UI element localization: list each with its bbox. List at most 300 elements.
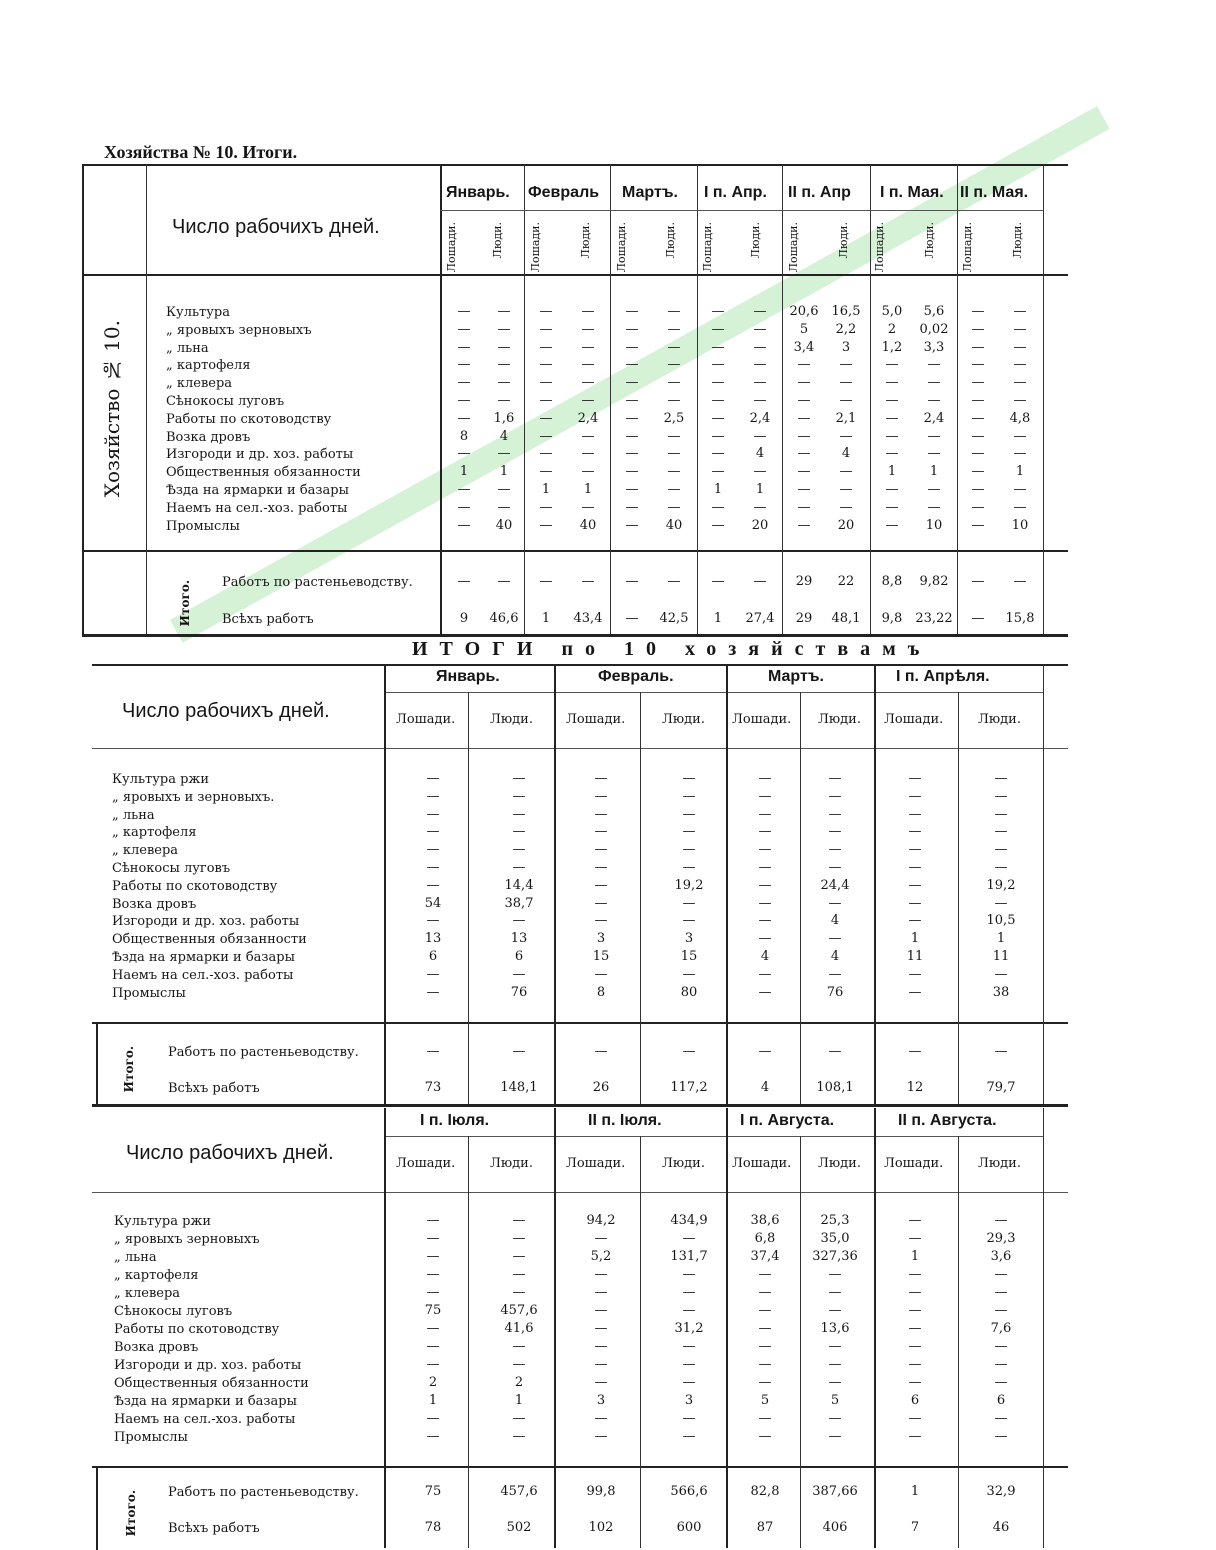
- table-cell: —: [457, 574, 471, 589]
- table-cell: 1: [541, 482, 551, 497]
- table-cell: —: [426, 913, 440, 929]
- table-cell: —: [457, 321, 471, 337]
- month-header: I п. Августа.: [740, 1112, 835, 1129]
- table-cell: —: [711, 339, 725, 355]
- rule: [92, 1192, 1068, 1193]
- table-cell: 5: [760, 1393, 770, 1408]
- table-cell: —: [594, 1044, 608, 1059]
- table-cell: —: [828, 842, 842, 858]
- table-cell: 6: [428, 949, 438, 964]
- table-cell: —: [682, 771, 696, 786]
- table-cell: —: [908, 1375, 922, 1390]
- table-cell: —: [758, 1429, 772, 1444]
- table-cell: 6: [910, 1393, 920, 1408]
- table-cell: —: [539, 517, 553, 533]
- row-labels: [114, 1213, 309, 1447]
- table-cell: 5: [799, 321, 809, 337]
- sub-header-people: Люди.: [837, 222, 850, 259]
- table-cell: —: [497, 482, 511, 497]
- table-cell: —: [797, 410, 811, 426]
- table-cell: 7,6: [990, 1321, 1012, 1336]
- table-cell: 75: [424, 1303, 442, 1318]
- table-cell: —: [594, 1267, 608, 1282]
- table-cell: —: [594, 1357, 608, 1372]
- table-cell: —: [971, 339, 985, 355]
- table-cell: —: [581, 446, 595, 462]
- table-cell: 54: [424, 895, 442, 911]
- month-header: Январь.: [436, 668, 500, 685]
- table-cell: 41,6: [504, 1321, 534, 1336]
- table-cell: —: [594, 1411, 608, 1426]
- rule: [440, 164, 442, 634]
- row-label: Общественныя обязанности: [166, 465, 361, 481]
- table-cell: —: [594, 806, 608, 822]
- table-cell: —: [667, 464, 681, 480]
- table-cell: 11: [906, 949, 924, 964]
- table-cell: —: [797, 393, 811, 408]
- total-row-label: Работъ по растеньеводству.: [222, 575, 413, 590]
- table-cell: —: [758, 771, 772, 786]
- sub-header-horses: Лошади.: [961, 222, 974, 273]
- table-cell: —: [994, 806, 1008, 822]
- sub-header-horses: Лошади.: [873, 222, 886, 273]
- table-cell: —: [457, 410, 471, 426]
- table-cell: 8: [459, 428, 469, 444]
- table-cell: —: [758, 984, 772, 1000]
- table-cell: 10,5: [986, 913, 1016, 929]
- table-cell: —: [667, 574, 681, 589]
- sub-header-people: Люди.: [664, 222, 677, 259]
- table-cell: —: [539, 410, 553, 426]
- sub-header-horses: Лошади.: [615, 222, 628, 273]
- table-cell: 9,82: [919, 574, 949, 589]
- table-cell: 7: [910, 1520, 920, 1535]
- table-cell: 117,2: [670, 1080, 708, 1095]
- table-cell: 29,3: [986, 1231, 1016, 1246]
- table-cell: —: [828, 1303, 842, 1318]
- table-cell: —: [971, 499, 985, 515]
- table-cell: —: [908, 966, 922, 982]
- rule: [82, 634, 1068, 637]
- table-cell: —: [994, 1267, 1008, 1282]
- sub-header-people: Люди.: [818, 1156, 861, 1171]
- table-cell: —: [908, 913, 922, 929]
- total-row-label: Всѣхъ работъ: [222, 612, 314, 627]
- row-label: Ѣзда на ярмарки и базары: [112, 949, 295, 965]
- month-header: I п. Апрѣля.: [896, 668, 990, 685]
- table-cell: —: [971, 357, 985, 373]
- table-cell: 1,6: [493, 410, 515, 426]
- rule: [92, 664, 1068, 666]
- rule: [468, 1136, 469, 1548]
- table-cell: —: [512, 1411, 526, 1426]
- table-cell: —: [908, 1303, 922, 1318]
- table-cell: —: [828, 788, 842, 804]
- table-cell: —: [797, 428, 811, 444]
- table-cell: 108,1: [816, 1080, 854, 1095]
- table-cell: —: [971, 321, 985, 337]
- table-cell: —: [711, 393, 725, 408]
- rule: [468, 692, 469, 1104]
- table-cell: 4,8: [1009, 410, 1031, 426]
- table-cell: —: [512, 860, 526, 875]
- table-cell: 4: [841, 446, 851, 462]
- table-cell: —: [711, 428, 725, 444]
- table-cell: —: [927, 375, 941, 391]
- row-label: Культура ржи: [112, 772, 210, 787]
- row-label: „ картофеля: [166, 358, 251, 374]
- table-cell: —: [758, 877, 772, 893]
- table-cell: 1: [583, 482, 593, 497]
- rule: [92, 1466, 1068, 1468]
- table-cell: —: [625, 446, 639, 462]
- table-cell: —: [667, 428, 681, 444]
- table-cell: —: [497, 499, 511, 515]
- table-cell: 14,4: [504, 877, 534, 893]
- table-cell: —: [758, 806, 772, 822]
- table-cell: —: [927, 446, 941, 462]
- rule: [958, 1136, 959, 1548]
- table-cell: 80: [680, 984, 698, 1000]
- row-label: „ яровыхъ зерновыхъ: [166, 322, 312, 338]
- table-cell: —: [753, 464, 767, 480]
- table-cell: —: [625, 339, 639, 355]
- table-cell: —: [758, 860, 772, 875]
- table-cell: —: [457, 304, 471, 319]
- table-cell: —: [539, 375, 553, 391]
- table-cell: —: [667, 304, 681, 319]
- table-cell: 10: [1011, 517, 1029, 533]
- table-cell: —: [908, 860, 922, 875]
- table-cell: —: [971, 611, 985, 626]
- table-cell: 9,8: [881, 611, 903, 626]
- row-label: Возка дровъ: [114, 1340, 199, 1355]
- table-cell: —: [426, 1231, 440, 1246]
- row-label: Промыслы: [112, 985, 186, 1001]
- table-cell: —: [908, 1429, 922, 1444]
- table-cell: 3: [684, 931, 694, 947]
- table-cell: 38,6: [750, 1213, 780, 1228]
- sub-header-people: Люди.: [491, 222, 504, 259]
- table-cell: 2,4: [749, 410, 771, 426]
- table-cell: 327,36: [812, 1249, 858, 1264]
- rule: [384, 692, 1044, 693]
- table-cell: —: [539, 393, 553, 408]
- table-cell: —: [625, 482, 639, 497]
- table-cell: —: [908, 1357, 922, 1372]
- table-cell: —: [594, 877, 608, 893]
- rule: [782, 164, 783, 634]
- table-cell: 1: [713, 611, 723, 626]
- table-cell: —: [885, 428, 899, 444]
- table-cell: —: [753, 321, 767, 337]
- table-cell: —: [594, 1375, 608, 1390]
- table-cell: —: [581, 304, 595, 319]
- sub-header-people: Люди.: [490, 1156, 533, 1171]
- table-cell: —: [625, 357, 639, 373]
- table-cell: —: [625, 517, 639, 533]
- table-cell: —: [667, 321, 681, 337]
- row-label: „ клевера: [114, 1286, 181, 1301]
- table-cell: —: [539, 304, 553, 319]
- table-cell: —: [839, 482, 853, 497]
- table-cell: —: [625, 499, 639, 515]
- table-cell: —: [594, 966, 608, 982]
- table-cell: 75: [424, 1484, 442, 1499]
- table-cell: —: [711, 410, 725, 426]
- table-cell: —: [711, 375, 725, 391]
- table-cell: —: [512, 1285, 526, 1300]
- table-cell: —: [753, 499, 767, 515]
- table-cell: —: [667, 339, 681, 355]
- row-label: „ яровыхъ и зерновыхъ.: [112, 789, 275, 805]
- table-cell: —: [539, 446, 553, 462]
- row-label: Промыслы: [114, 1430, 188, 1445]
- table-cell: —: [497, 357, 511, 373]
- table-cell: —: [971, 464, 985, 480]
- table-cell: 2,5: [663, 410, 685, 426]
- table-cell: —: [1013, 375, 1027, 391]
- table-cell: 16,5: [831, 304, 861, 319]
- table-cell: —: [512, 1357, 526, 1372]
- table-cell: —: [512, 966, 526, 982]
- month-header: Январь.: [446, 184, 510, 201]
- rule: [384, 1108, 386, 1548]
- table-cell: —: [512, 842, 526, 858]
- table-cell: 6: [996, 1393, 1006, 1408]
- sub-header-people: Люди.: [749, 222, 762, 259]
- table-cell: —: [797, 357, 811, 373]
- rule: [82, 274, 1068, 276]
- table-cell: —: [682, 1285, 696, 1300]
- table-cell: —: [994, 771, 1008, 786]
- table-cell: —: [797, 464, 811, 480]
- table-cell: 46,6: [489, 611, 519, 626]
- table-cell: —: [682, 842, 696, 858]
- table-cell: —: [682, 966, 696, 982]
- sub-header-people: Люди.: [978, 1156, 1021, 1171]
- table-cell: —: [539, 428, 553, 444]
- table-cell: 46: [992, 1520, 1010, 1535]
- table-cell: 2: [887, 321, 897, 337]
- table-cell: 3: [684, 1393, 694, 1408]
- table-cell: —: [539, 357, 553, 373]
- table-cell: 42,5: [659, 611, 689, 626]
- table-cell: —: [581, 339, 595, 355]
- table-cell: —: [682, 1267, 696, 1282]
- rule: [82, 164, 84, 634]
- table-cell: —: [682, 860, 696, 875]
- table-cell: 1: [910, 1484, 920, 1499]
- table-cell: —: [885, 393, 899, 408]
- table-cell: 25,3: [820, 1213, 850, 1228]
- table-cell: —: [908, 806, 922, 822]
- month-header: I п. Іюля.: [420, 1112, 490, 1129]
- table-cell: 8,8: [881, 574, 903, 589]
- table-cell: —: [753, 304, 767, 319]
- table-cell: 37,4: [750, 1249, 780, 1264]
- table-cell: 99,8: [586, 1484, 616, 1499]
- table-cell: —: [839, 499, 853, 515]
- row-label: Возка дровъ: [166, 429, 251, 445]
- table-cell: —: [908, 1411, 922, 1426]
- row-label: Промыслы: [166, 518, 240, 534]
- table-cell: 19,2: [986, 877, 1016, 893]
- table-cell: 4: [830, 949, 840, 964]
- table-cell: —: [994, 1285, 1008, 1300]
- table-cell: —: [512, 788, 526, 804]
- table-cell: —: [885, 482, 899, 497]
- table-cell: —: [758, 1339, 772, 1354]
- table-cell: —: [1013, 321, 1027, 337]
- table-cell: —: [797, 375, 811, 391]
- row-label: Культура: [166, 305, 230, 320]
- table-cell: —: [758, 1044, 772, 1059]
- table-cell: 434,9: [670, 1213, 708, 1228]
- table-cell: —: [971, 410, 985, 426]
- table-cell: —: [971, 375, 985, 391]
- table-cell: —: [512, 1249, 526, 1264]
- total-row-label: Работъ по растеньеводству.: [168, 1045, 359, 1060]
- rule: [1043, 664, 1044, 1104]
- table-cell: 87: [756, 1520, 774, 1535]
- table-cell: 40: [579, 517, 597, 533]
- sub-header-people: Люди.: [490, 712, 533, 727]
- sub-header-horses: Лошади.: [396, 712, 456, 727]
- row-label: Сѣнокосы луговъ: [112, 860, 231, 876]
- table-cell: —: [426, 1411, 440, 1426]
- table-cell: —: [758, 1267, 772, 1282]
- row-labels: [112, 771, 307, 1002]
- table-cell: —: [457, 339, 471, 355]
- table-cell: 19,2: [674, 877, 704, 893]
- table-cell: 13,6: [820, 1321, 850, 1336]
- table-cell: —: [711, 304, 725, 319]
- table-cell: —: [667, 375, 681, 391]
- table-cell: —: [753, 428, 767, 444]
- table-cell: —: [758, 895, 772, 911]
- table-cell: —: [497, 393, 511, 408]
- rule: [554, 664, 556, 1104]
- month-header: II п. Августа.: [898, 1112, 997, 1129]
- sub-header-horses: Лошади.: [529, 222, 542, 273]
- row-label: Наемъ на сел.-хоз. работы: [114, 1412, 296, 1427]
- table-cell: —: [711, 499, 725, 515]
- table-cell: —: [682, 1357, 696, 1372]
- row-label: Изгороди и др. хоз. работы: [114, 1358, 302, 1373]
- itogo-label: Итого.: [122, 1046, 136, 1093]
- table-cell: —: [994, 1357, 1008, 1372]
- rule: [82, 550, 1068, 552]
- table-cell: —: [711, 517, 725, 533]
- table-cell: —: [797, 482, 811, 497]
- table-cell: —: [753, 375, 767, 391]
- table-cell: —: [1013, 482, 1027, 497]
- rule: [874, 664, 876, 1104]
- table-cell: —: [426, 771, 440, 786]
- table-cell: —: [908, 788, 922, 804]
- row-label: Общественныя обязанности: [112, 932, 307, 948]
- table-cell: 1: [1015, 464, 1025, 480]
- table-cell: —: [594, 842, 608, 858]
- table-cell: —: [994, 860, 1008, 875]
- sub-header-people: Люди.: [662, 712, 705, 727]
- row-label: „ яровыхъ зерновыхъ: [114, 1232, 260, 1247]
- rule: [958, 692, 959, 1104]
- table-cell: —: [512, 1213, 526, 1228]
- month-header: Февраль: [528, 184, 600, 201]
- sub-header-horses: Лошади.: [701, 222, 714, 273]
- table-cell: —: [667, 482, 681, 497]
- table-cell: 566,6: [670, 1484, 708, 1499]
- table-cell: —: [594, 1429, 608, 1444]
- table-cell: —: [1013, 446, 1027, 462]
- row-label: Возка дровъ: [112, 896, 197, 912]
- table-cell: —: [497, 375, 511, 391]
- table-cell: —: [625, 464, 639, 480]
- table-cell: —: [625, 375, 639, 391]
- table-cell: —: [539, 321, 553, 337]
- table-cell: —: [797, 499, 811, 515]
- sub-header-horses: Лошади.: [787, 222, 800, 273]
- table-cell: —: [828, 860, 842, 875]
- sub-header-people: Люди.: [978, 712, 1021, 727]
- table-cell: —: [828, 1429, 842, 1444]
- table-cell: —: [426, 1213, 440, 1228]
- table-cell: —: [457, 482, 471, 497]
- table-cell: 38: [992, 984, 1010, 1000]
- table-cell: —: [994, 1411, 1008, 1426]
- total-row-label: Работъ по растеньеводству.: [168, 1485, 359, 1500]
- table-cell: 600: [676, 1520, 702, 1535]
- row-label: Сѣнокосы луговъ: [166, 393, 285, 409]
- table-cell: 82,8: [750, 1484, 780, 1499]
- table-cell: 1: [713, 482, 723, 497]
- rule: [610, 164, 611, 634]
- table-cell: —: [797, 517, 811, 533]
- table-cell: 38,7: [504, 895, 534, 911]
- table-cell: 22: [837, 574, 855, 589]
- table-cell: —: [994, 895, 1008, 911]
- row-label: „ льна: [112, 807, 155, 823]
- table-cell: —: [457, 446, 471, 462]
- table-cell: 387,66: [812, 1484, 858, 1499]
- table-cell: 2,2: [835, 321, 857, 337]
- sub-header-horses: Лошади.: [445, 222, 458, 273]
- table-cell: —: [971, 304, 985, 319]
- table-cell: —: [994, 1303, 1008, 1318]
- row-label: Работы по скотоводству: [114, 1322, 280, 1337]
- table-cell: —: [908, 1213, 922, 1228]
- table-cell: 29: [795, 574, 813, 589]
- table-cell: —: [1013, 574, 1027, 589]
- table-cell: —: [581, 464, 595, 480]
- table-cell: —: [426, 1044, 440, 1059]
- table-cell: —: [667, 357, 681, 373]
- table-cell: 26: [592, 1080, 610, 1095]
- table-cell: —: [908, 1267, 922, 1282]
- table-cell: 24,4: [820, 877, 850, 893]
- table-cell: —: [711, 464, 725, 480]
- rule: [1043, 164, 1044, 634]
- table-cell: 1: [887, 464, 897, 480]
- rule: [726, 1108, 728, 1548]
- table-cell: 20: [837, 517, 855, 533]
- row-label: Работы по скотоводству: [112, 878, 278, 894]
- table-cell: —: [512, 913, 526, 929]
- month-header: I п. Апр.: [704, 184, 767, 201]
- table-cell: 78: [424, 1520, 442, 1535]
